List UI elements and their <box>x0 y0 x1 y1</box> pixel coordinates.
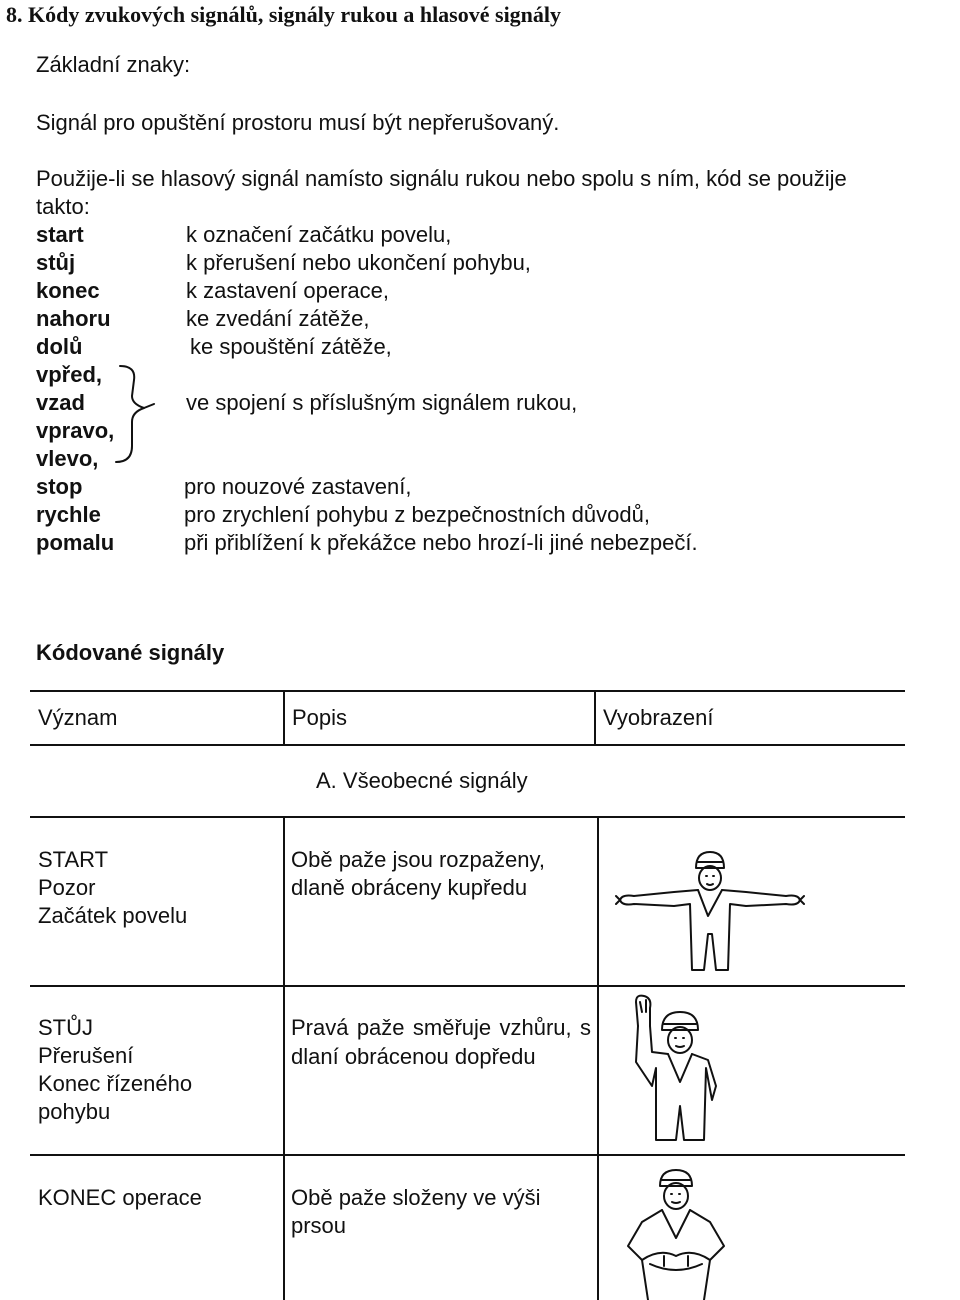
column-divider <box>283 690 285 746</box>
basic-signs-title: Základní znaky: <box>36 52 191 77</box>
table-rule <box>30 816 905 818</box>
meaning-line: START <box>38 847 109 872</box>
table-rule <box>30 690 905 692</box>
column-divider <box>597 816 599 1300</box>
command-word: stůj <box>36 250 76 275</box>
meaning-line: Konec řízeného <box>38 1071 193 1096</box>
description-line: Obě paže složeny ve výši <box>291 1185 541 1210</box>
description-line: prsou <box>291 1213 347 1238</box>
command-word: dolů <box>36 334 83 359</box>
command-meaning: při přiblížení k překážce nebo hrozí-li jiné nebezpečí. <box>184 530 698 555</box>
meaning-line: KONEC operace <box>38 1185 202 1210</box>
command-meaning: ve spojení s příslušným signálem rukou, <box>186 390 578 415</box>
page-heading: 8. Kódy zvukových signálů, signály rukou a hlasové signály <box>6 2 562 27</box>
meaning-line: Přerušení <box>38 1043 134 1068</box>
command-word: rychle <box>36 502 101 527</box>
command-meaning: k přerušení nebo ukončení pohybu, <box>186 250 531 275</box>
command-meaning: pro zrychlení pohybu z bezpečnostních důvodů, <box>184 502 650 527</box>
command-word: nahoru <box>36 306 111 331</box>
command-word: pomalu <box>36 530 115 555</box>
meaning-line: pohybu <box>38 1099 111 1124</box>
table-rule <box>30 1154 905 1156</box>
command-word: start <box>36 222 84 247</box>
command-word: vpřed, <box>36 362 103 387</box>
command-meaning: k označení začátku povelu, <box>186 222 452 247</box>
curly-brace-icon <box>110 362 160 474</box>
command-meaning: pro nouzové zastavení, <box>184 474 412 499</box>
command-word: vpravo, <box>36 418 115 443</box>
meaning-line: STŮJ <box>38 1015 93 1040</box>
command-word: stop <box>36 474 83 499</box>
meaning-line: Začátek povelu <box>38 903 188 928</box>
header-description: Popis <box>292 705 348 730</box>
command-word: vlevo, <box>36 446 99 471</box>
arms-outstretched-figure <box>612 846 808 976</box>
description-text: Pravá paže směřuje vzhůru, s dlaní obrácenou dopředu <box>291 1015 591 1069</box>
column-divider <box>283 816 285 1300</box>
continuous-signal-sentence: Signál pro opuštění prostoru musí být nepřerušovaný. <box>36 110 560 135</box>
arms-folded-figure <box>620 1164 730 1300</box>
meaning-line: Pozor <box>38 875 96 900</box>
header-meaning: Význam <box>38 705 118 730</box>
coded-signals-title: Kódované signály <box>36 640 225 665</box>
header-illustration: Vyobrazení <box>603 705 714 730</box>
voice-signal-sentence-line1: Použije-li se hlasový signál namísto signálu rukou nebo spolu s ním, kód se použije <box>36 166 847 191</box>
voice-signal-sentence-line2: takto: <box>36 194 90 219</box>
command-meaning: ke zvedání zátěže, <box>186 306 370 331</box>
command-meaning: k zastavení operace, <box>186 278 390 303</box>
description-line: dlaně obráceny kupředu <box>291 875 528 900</box>
table-rule <box>30 985 905 987</box>
table-rule <box>30 744 905 746</box>
column-divider <box>594 690 596 746</box>
section-title: A. Všeobecné signály <box>316 768 528 793</box>
command-meaning: ke spouštění zátěže, <box>190 334 392 359</box>
command-word: vzad <box>36 390 85 415</box>
right-arm-raised-figure <box>622 990 732 1150</box>
command-word: konec <box>36 278 100 303</box>
description-line: Obě paže jsou rozpaženy, <box>291 847 545 872</box>
